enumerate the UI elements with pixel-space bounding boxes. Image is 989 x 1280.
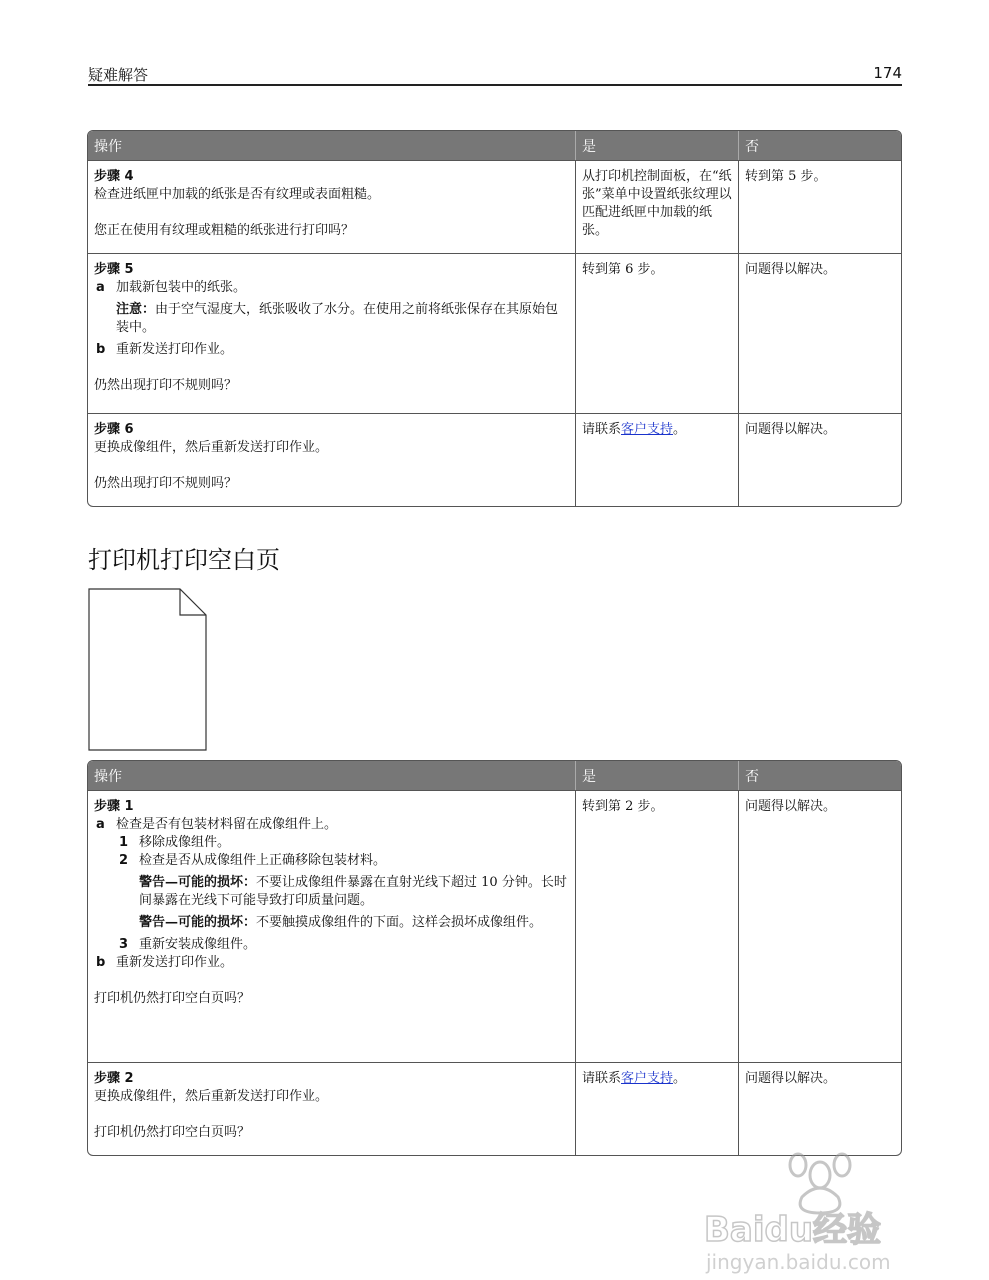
page-header bbox=[88, 62, 902, 86]
action-cell bbox=[88, 790, 575, 1062]
substep-a: a 加载新包装中的纸张。 bbox=[96, 280, 247, 295]
table-row bbox=[88, 253, 901, 413]
step-label: 步骤 4 bbox=[94, 169, 134, 184]
yes-cell: 请联系客户支持。 bbox=[575, 1062, 738, 1155]
yes-cell: 转到第 2 步。 bbox=[575, 790, 738, 1062]
customer-support-link[interactable]: 客户支持 bbox=[621, 1071, 674, 1086]
troubleshooting-table-2 bbox=[87, 760, 902, 1156]
warning-2: 警告—可能的损坏：不要触摸成像组件的下面。这样会损坏成像组件。 bbox=[139, 915, 543, 930]
page-number: 174 bbox=[873, 64, 902, 82]
action-cell bbox=[88, 1062, 575, 1155]
step-text: 检查进纸匣中加载的纸张是否有纹理或表面粗糙。 bbox=[94, 187, 381, 202]
yes-cell: 从打印机控制面板，在“纸张”菜单中设置纸张纹理以匹配进纸匣中加载的纸张。 bbox=[575, 160, 738, 253]
no-cell: 问题得以解决。 bbox=[738, 790, 901, 1062]
substep-2: 2 检查是否从成像组件上正确移除包装材料。 bbox=[119, 853, 387, 868]
action-cell bbox=[88, 253, 575, 413]
header-yes: 是 bbox=[575, 131, 738, 160]
substep-a: a 检查是否有包装材料留在成像组件上。 bbox=[96, 817, 338, 832]
table-row bbox=[88, 790, 901, 1062]
header-title: 疑难解答 bbox=[88, 66, 149, 84]
table-header-row bbox=[88, 761, 901, 790]
table-header-row bbox=[88, 131, 901, 160]
section-title: 打印机打印空白页 bbox=[88, 546, 280, 574]
substep-3: 3 重新安装成像组件。 bbox=[119, 937, 257, 952]
step-question: 您正在使用有纹理或粗糙的纸张进行打印吗？ bbox=[94, 223, 355, 238]
step-question: 打印机仍然打印空白页吗？ bbox=[94, 991, 251, 1006]
blank-page-icon bbox=[88, 588, 208, 752]
no-cell: 问题得以解决。 bbox=[738, 1062, 901, 1155]
step-question: 打印机仍然打印空白页吗？ bbox=[94, 1125, 251, 1140]
step-question: 仍然出现打印不规则吗？ bbox=[94, 378, 238, 393]
watermark-brand: Baidu经验 bbox=[704, 1210, 882, 1250]
step-text: 更换成像组件，然后重新发送打印作业。 bbox=[94, 1089, 329, 1104]
customer-support-link[interactable]: 客户支持 bbox=[621, 422, 674, 437]
substep-1: 1 移除成像组件。 bbox=[119, 835, 231, 850]
action-cell bbox=[88, 413, 575, 506]
step-text: 更换成像组件，然后重新发送打印作业。 bbox=[94, 440, 329, 455]
yes-cell: 转到第 6 步。 bbox=[575, 253, 738, 413]
table-row bbox=[88, 160, 901, 253]
yes-cell: 请联系客户支持。 bbox=[575, 413, 738, 506]
no-cell: 问题得以解决。 bbox=[738, 253, 901, 413]
step-label: 步骤 2 bbox=[94, 1071, 134, 1086]
step-label: 步骤 5 bbox=[94, 262, 134, 277]
header-action: 操作 bbox=[88, 761, 575, 790]
table-row bbox=[88, 413, 901, 506]
header-no: 否 bbox=[738, 131, 901, 160]
note: 注意：由于空气湿度大，纸张吸收了水分。在使用之前将纸张保存在其原始包装中。 bbox=[116, 302, 559, 335]
no-cell: 问题得以解决。 bbox=[738, 413, 901, 506]
step-question: 仍然出现打印不规则吗？ bbox=[94, 476, 238, 491]
header-yes: 是 bbox=[575, 761, 738, 790]
troubleshooting-table-1 bbox=[87, 130, 902, 507]
baidu-jingyan-watermark bbox=[700, 1135, 940, 1275]
action-cell bbox=[88, 160, 575, 253]
no-cell: 转到第 5 步。 bbox=[738, 160, 901, 253]
substep-b: b 重新发送打印作业。 bbox=[96, 342, 234, 357]
warning-1: 警告—可能的损坏：不要让成像组件暴露在直射光线下超过 10 分钟。长时间暴露在光线下可能导致打印质量问题。 bbox=[139, 875, 567, 908]
substep-b: b 重新发送打印作业。 bbox=[96, 955, 234, 970]
watermark-url: jingyan.baidu.com bbox=[706, 1250, 891, 1274]
step-label: 步骤 6 bbox=[94, 422, 134, 437]
header-no: 否 bbox=[738, 761, 901, 790]
header-action: 操作 bbox=[88, 131, 575, 160]
step-label: 步骤 1 bbox=[94, 799, 134, 814]
